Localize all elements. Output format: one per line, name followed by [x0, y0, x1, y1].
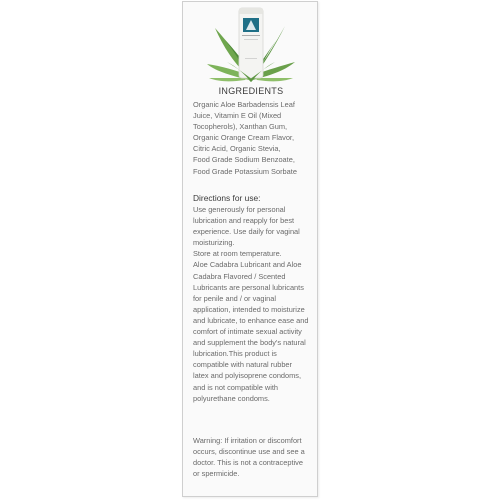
product-label-panel [182, 1, 318, 497]
bottle-icon [239, 8, 263, 78]
product-image [205, 6, 297, 86]
warning-text: Warning: If irritation or discomfort occurs, discontinue use and see a doctor. This is not a contraceptive or spermicide. [193, 436, 305, 479]
ingredients-list: Organic Aloe Barbadensis Leaf Juice, Vitamin E Oil (Mixed Tocopherols), Xanthan Gum, Organic Orange Cream Flavor, Citric Acid, Organic Stevia, Food Grade Sodium Benzoate, Food Grade Potassium Sorbate [193, 100, 297, 176]
directions-title: Directions for use: [193, 193, 261, 203]
ingredients-title: INGREDIENTS [218, 86, 284, 96]
directions-body: Use generously for personal lubrication and reapply for best experience. Use daily for vaginal moisturizing. Store at room temperature. Aloe Cadabra Lubricant and Aloe Cadabra Flavored / Scented Lubricants are personal lubricants for penile and / or vaginal application, intended to moisturize and lubricate, to enhance ease and comfort of intimate sexual activity and supplement the body's natural lubrication.This product is compatible with natural rubber latex and polyisoprene condoms, and is not compatible with polyurethane condoms. [193, 205, 309, 403]
